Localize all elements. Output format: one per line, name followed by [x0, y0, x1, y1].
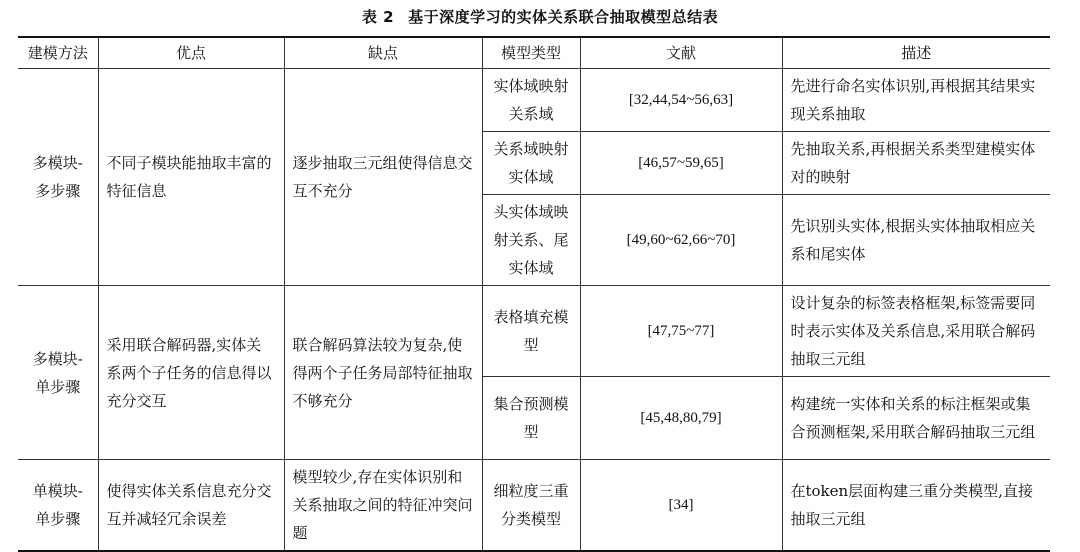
method-cell: 单模块-单步骤: [18, 460, 98, 552]
model-type-cell: 细粒度三重分类模型: [482, 460, 580, 552]
summary-table: [18, 36, 1050, 552]
header-references: 文献: [580, 37, 782, 69]
method-cell: 多模块-多步骤: [18, 69, 98, 286]
references-cell: [47,75~77]: [580, 286, 782, 377]
model-type-cell: 实体域映射关系域: [482, 69, 580, 132]
advantage-cell: 采用联合解码器,实体关系两个子任务的信息得以充分交互: [98, 286, 284, 460]
header-disadvantage: 缺点: [284, 37, 482, 69]
description-cell: 先抽取关系,再根据关系类型建模实体对的映射: [782, 132, 1050, 195]
model-type-cell: 头实体域映射关系、尾实体域: [482, 195, 580, 286]
description-cell: 先识别头实体,根据头实体抽取相应关系和尾实体: [782, 195, 1050, 286]
description-cell: 先进行命名实体识别,再根据其结果实现关系抽取: [782, 69, 1050, 132]
table-number: 表 2: [361, 8, 395, 26]
references-cell: [49,60~62,66~70]: [580, 195, 782, 286]
references-cell: [34]: [580, 460, 782, 552]
header-method: 建模方法: [18, 37, 98, 69]
header-advantage: 优点: [98, 37, 284, 69]
advantage-cell: 使得实体关系信息充分交互并减轻冗余误差: [98, 460, 284, 552]
description-cell: 在token层面构建三重分类模型,直接抽取三元组: [782, 460, 1050, 552]
header-model-type: 模型类型: [482, 37, 580, 69]
table-row: [18, 69, 1050, 132]
model-type-cell: 集合预测模型: [482, 377, 580, 460]
table-title: 基于深度学习的实体关系联合抽取模型总结表: [408, 8, 719, 26]
description-cell: 构建统一实体和关系的标注框架或集合预测框架,采用联合解码抽取三元组: [782, 377, 1050, 460]
header-description: 描述: [782, 37, 1050, 69]
header-row: [18, 37, 1050, 69]
references-cell: [46,57~59,65]: [580, 132, 782, 195]
disadvantage-cell: 模型较少,存在实体识别和关系抽取之间的特征冲突问题: [284, 460, 482, 552]
table-caption: [0, 6, 1080, 27]
advantage-cell: 不同子模块能抽取丰富的特征信息: [98, 69, 284, 286]
disadvantage-cell: 联合解码算法较为复杂,使得两个子任务局部特征抽取不够充分: [284, 286, 482, 460]
disadvantage-cell: 逐步抽取三元组使得信息交互不充分: [284, 69, 482, 286]
references-cell: [32,44,54~56,63]: [580, 69, 782, 132]
model-type-cell: 表格填充模型: [482, 286, 580, 377]
description-cell: 设计复杂的标签表格框架,标签需要同时表示实体及关系信息,采用联合解码抽取三元组: [782, 286, 1050, 377]
references-cell: [45,48,80,79]: [580, 377, 782, 460]
table-row: [18, 286, 1050, 377]
method-cell: 多模块-单步骤: [18, 286, 98, 460]
model-type-cell: 关系域映射实体域: [482, 132, 580, 195]
table-row: [18, 460, 1050, 552]
